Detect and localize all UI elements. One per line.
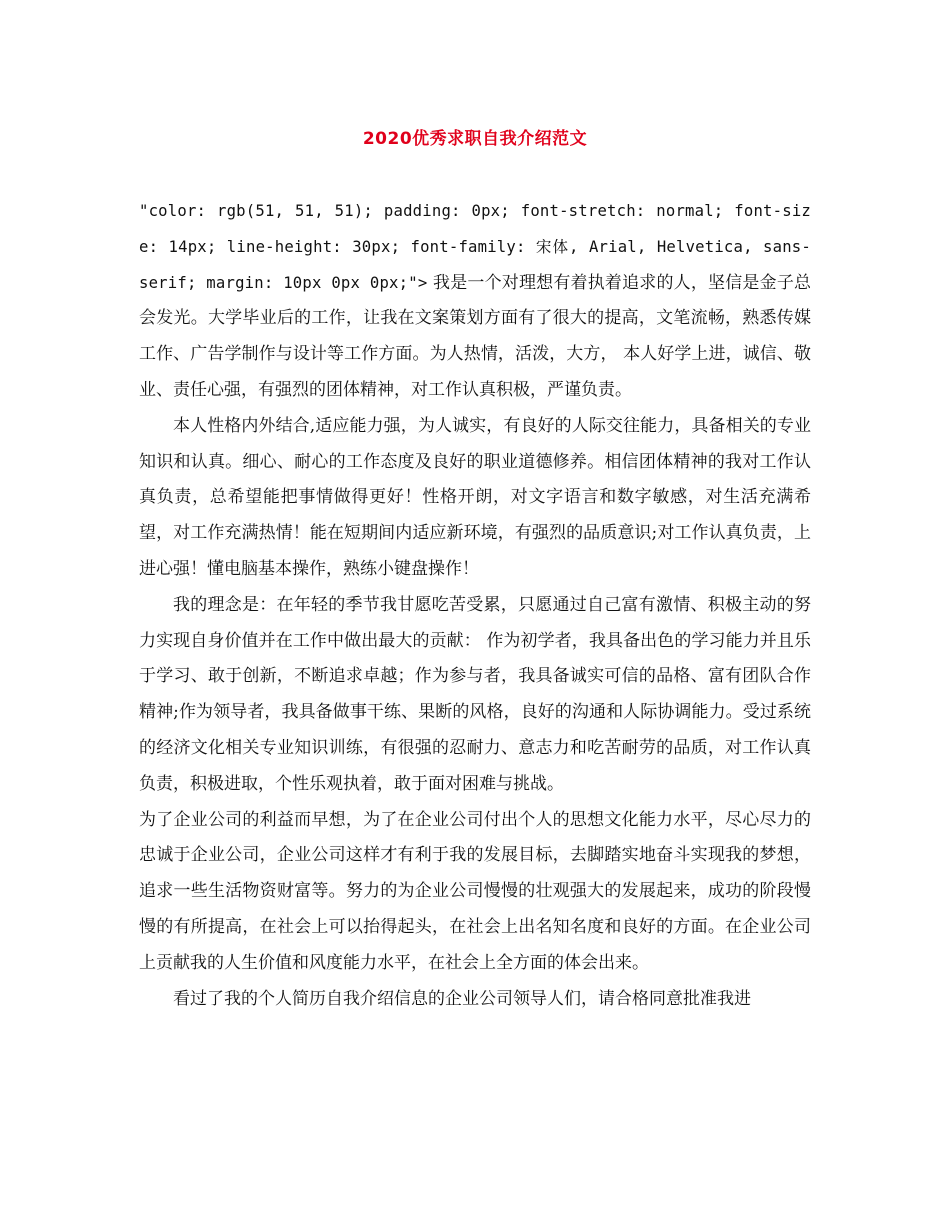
document-body	[139, 194, 811, 1017]
document-title: 2020优秀求职自我介绍范文	[362, 129, 588, 149]
paragraph-2: 本人性格内外结合,适应能力强，为人诚实，有良好的人际交往能力，具备相关的专业知识和认真。细心、耐心的工作态度及良好的职业道德修养。相信团体精神的我对工作认真负责，总希望能把事情做得更好！性格开朗，对文字语言和数字敏感，对生活充满希望，对工作充满热情！能在短期间内适应新环境，有强烈的品质意识;对工作认真负责，上进心强！懂电脑基本操作，熟练小键盘操作！	[139, 415, 811, 579]
paragraph-1-text: 我是一个对理想有着执着追求的人，坚信是金子总会发光。大学毕业后的工作，让我在文案策划方面有了很大的提高，文笔流畅，熟悉传媒工作、广告学制作与设计等工作方面。为人热情，活泼，大方， 本人好学上进，诚信、敬业、责任心强，有强烈的团体精神，对工作认真积极，严谨负责。	[139, 272, 812, 400]
paragraph-4: 为了企业公司的利益而早想，为了在企业公司付出个人的思想文化能力水平，尽心尽力的忠诚于企业公司，企业公司这样才有利于我的发展目标，去脚踏实地奋斗实现我的梦想，追求一些生活物资财富等。努力的为企业公司慢慢的壮观强大的发展起来，成功的阶段慢慢的有所提高，在社会上可以抬得起头，在社会上出名知名度和良好的方面。在企业公司上贡献我的人生价值和风度能力水平，在社会上全方面的体会出来。	[139, 809, 811, 973]
paragraph-3: 我的理念是：在年轻的季节我甘愿吃苦受累，只愿通过自己富有激情、积极主动的努力实现自身价值并在工作中做出最大的贡献： 作为初学者，我具备出色的学习能力并且乐于学习、敢于创新，不断追求卓越；作为参与者，我具备诚实可信的品格、富有团队合作精神;作为领导者，我具备做事干练、果断的风格，良好的沟通和人际协调能力。受过系统的经济文化相关专业知识训练，有很强的忍耐力、意志力和吃苦耐劳的品质，对工作认真负责，积极进取，个性乐观执着，敢于面对困难与挑战。	[139, 594, 811, 794]
paragraph-1	[139, 194, 811, 409]
paragraph-5: 看过了我的个人简历自我介绍信息的企业公司领导人们，请合格同意批准我进	[173, 988, 751, 1009]
paragraph-1-code-fragment: "color: rgb(51, 51, 51); padding: 0px; font-stretch: normal; font-size: 14px; line-height: 30px; font-family: 宋体, Arial, Helvetica, sans-serif; margin: 10px 0px 0px;">	[139, 202, 811, 292]
